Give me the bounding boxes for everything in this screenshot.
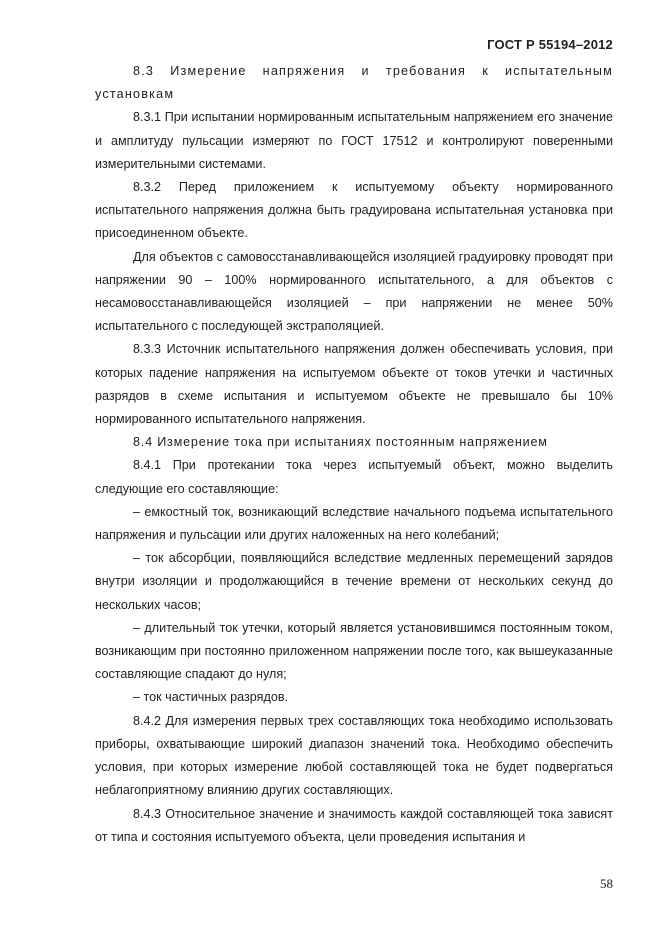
list-item-partial-discharge-current: – ток частичных разрядов. (133, 690, 289, 705)
section-heading-8-4: 8.4 Измерение тока при испытаниях постоянным напряжением (133, 435, 548, 450)
paragraph-8-3-2: 8.3.2 Перед приложением к испытуемому объекту нормированного испытательного напряжения должна быть градуирована испытательная установка при присоединенном объекте. (95, 180, 613, 241)
list-item-absorption-current: – ток абсорбции, появляющийся вследствие медленных перемещений зарядов внутри изоляции и продолжающийся в течение времени от нескольких секунд до нескольких часов; (95, 551, 613, 612)
paragraph-8-3-1: 8.3.1 При испытании нормированным испытательным напряжением его значение и амплитуду пульсации измеряют по ГОСТ 17512 и контролируют поверенными измерительными системами. (95, 110, 613, 171)
paragraph-calibration: Для объектов с самовосстанавливающейся изоляцией градуировку проводят при напряжении 90 – 100% нормированного испытательного, а для объектов с несамовосстанавливающейся изоляцией – при напряжении не менее 50% испытательного с последующей экстраполяцией. (95, 249, 613, 334)
section-heading-8-3: 8.3 Измерение напряжения и требования к испытательным установкам (95, 64, 613, 102)
document-body (95, 60, 613, 849)
list-item-leakage-current: – длительный ток утечки, который является установившимся постоянным током, возникающим при постоянно приложенном напряжении после того, как вышеуказанные составляющие спадают до нуля; (95, 620, 613, 682)
paragraph-8-4-2: 8.4.2 Для измерения первых трех составляющих тока необходимо использовать приборы, охватывающие широкий диапазон значений тока. Необходимо обеспечить условия, при которых измерение любой составляющей тока не будет подвергаться неблагоприятному влиянию других составляющих. (95, 713, 613, 798)
paragraph-8-4-1: 8.4.1 При протекании тока через испытуемый объект, можно выделить следующие его составляющие: (95, 458, 613, 496)
document-id-header: ГОСТ Р 55194–2012 (487, 37, 613, 52)
page-number: 58 (600, 876, 613, 891)
paragraph-8-4-3: 8.4.3 Относительное значение и значимость каждой составляющей тока зависят от типа и состояния испытуемого объекта, цели проведения испытания и (95, 806, 613, 844)
list-item-capacitive-current: – емкостный ток, возникающий вследствие начального подъема испытательного напряжения и пульсации или других наложенных на него колебаний; (95, 504, 613, 543)
paragraph-8-3-3: 8.3.3 Источник испытательного напряжения должен обеспечивать условия, при которых падение напряжения на испытуемом объекте от токов утечки и частичных разрядов в схеме испытания и испытуемом объекте не превышало бы 10% нормированного испытательного напряжения. (95, 342, 613, 427)
